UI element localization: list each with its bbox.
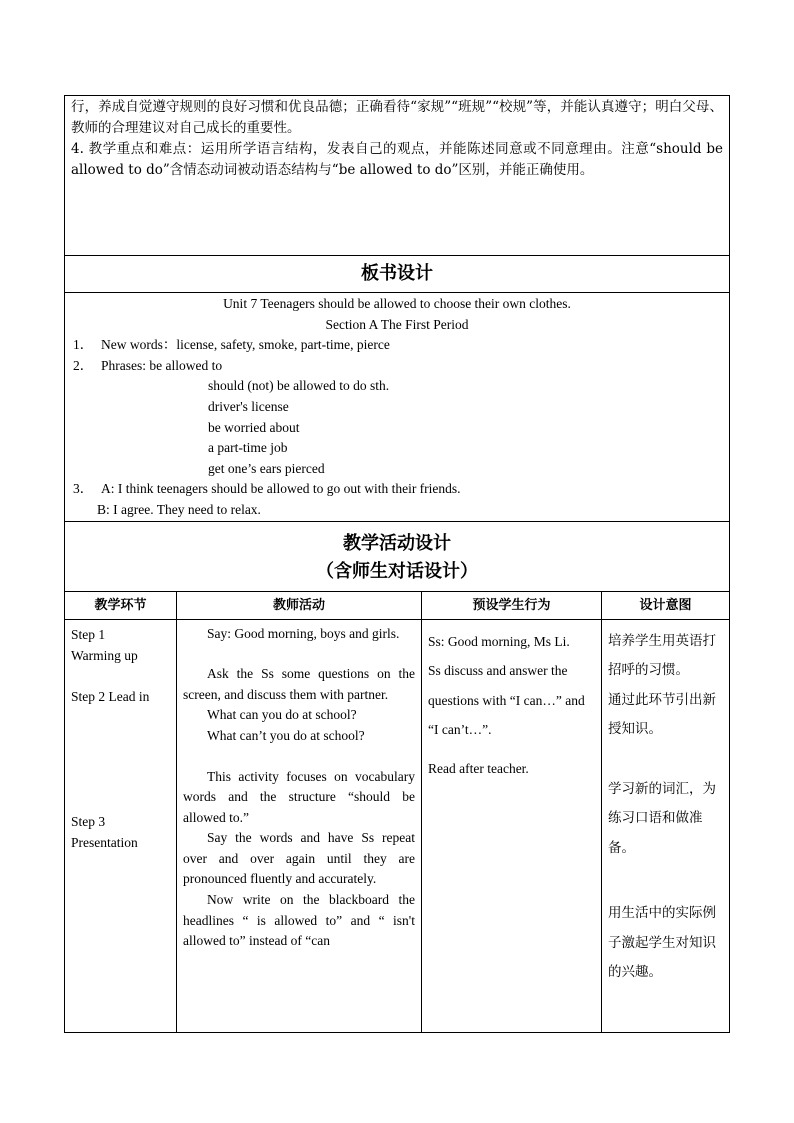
board-item-dialogue-a: 3． A: I think teenagers should be allowed to go out with their friends. bbox=[73, 481, 461, 497]
student-behavior-cell: Ss: Good morning, Ms Li. Ss discuss and answer the questions with “I can…” and “I can’t…”. Read after teacher. bbox=[422, 619, 602, 1032]
phrase-item: a part-time job bbox=[208, 440, 288, 456]
board-design-content bbox=[65, 293, 730, 522]
stage-cell: Step 1 Warming up Step 2 Lead in Step 3 Presentation bbox=[65, 619, 177, 1032]
lesson-plan-table bbox=[64, 95, 730, 1033]
design-intent-cell: 培养学生用英语打招呼的习惯。 通过此环节引出新授知识。 学习新的词汇，为练习口语和做准备。 用生活中的实际例子激起学生对知识的兴趣。 bbox=[602, 619, 730, 1032]
board-section-title: Section A The First Period bbox=[325, 316, 469, 332]
lesson-plan-page bbox=[64, 95, 729, 1033]
phrase-item: driver's license bbox=[208, 398, 289, 414]
board-item-phrases: 2． Phrases: be allowed to bbox=[73, 357, 223, 373]
board-design-title: 板书设计 bbox=[65, 256, 730, 293]
header-teacher: 教师活动 bbox=[177, 591, 422, 619]
key-points-paragraph: 4. 教学重点和难点：运用所学语言结构，发表自己的观点，并能陈述同意或不同意理由。注意“should be allowed to do”含情态动词被动语态结构与“be allowed to do”区别，并能正确使用。 bbox=[71, 141, 723, 178]
header-intent: 设计意图 bbox=[602, 591, 730, 619]
phrase-item: be worried about bbox=[208, 419, 300, 435]
header-stage: 教学环节 bbox=[65, 591, 177, 619]
activity-design-title: 教学活动设计 （含师生对话设计） bbox=[65, 521, 730, 591]
board-item-dialogue-b: B: I agree. They need to relax. bbox=[97, 501, 261, 517]
teacher-activity-cell: Say: Good morning, boys and girls. Ask the Ss some questions on the screen, and discuss them with partner. What can you do at school? What can’t you do at school? This activity focuses on vocabulary words and the structure “should be allowed to.” Say the words and have Ss repeat over and over again until they are pronounced fluently and accurately. Now write on the blackboard the headlines “ is allowed to” and “ isn't allowed to” instead of “can bbox=[177, 619, 422, 1032]
goals-paragraph: 行，养成自觉遵守规则的良好习惯和优良品德；正确看待“家规”“班规”“校规”等，并能认真遵守；明白父母、教师的合理建议对自己成长的重要性。 bbox=[71, 99, 723, 136]
board-unit-title: Unit 7 Teenagers should be allowed to choose their own clothes. bbox=[223, 296, 571, 311]
header-student: 预设学生行为 bbox=[422, 591, 602, 619]
phrase-item: should (not) be allowed to do sth. bbox=[208, 378, 390, 394]
activity-body-row bbox=[65, 619, 730, 1032]
teaching-goals-cell bbox=[65, 96, 730, 256]
phrase-item: get one’s ears pierced bbox=[208, 460, 325, 476]
board-item-new-words: 1． New words：license, safety, smoke, part-time, pierce bbox=[73, 337, 390, 353]
activity-header-row bbox=[65, 591, 730, 619]
